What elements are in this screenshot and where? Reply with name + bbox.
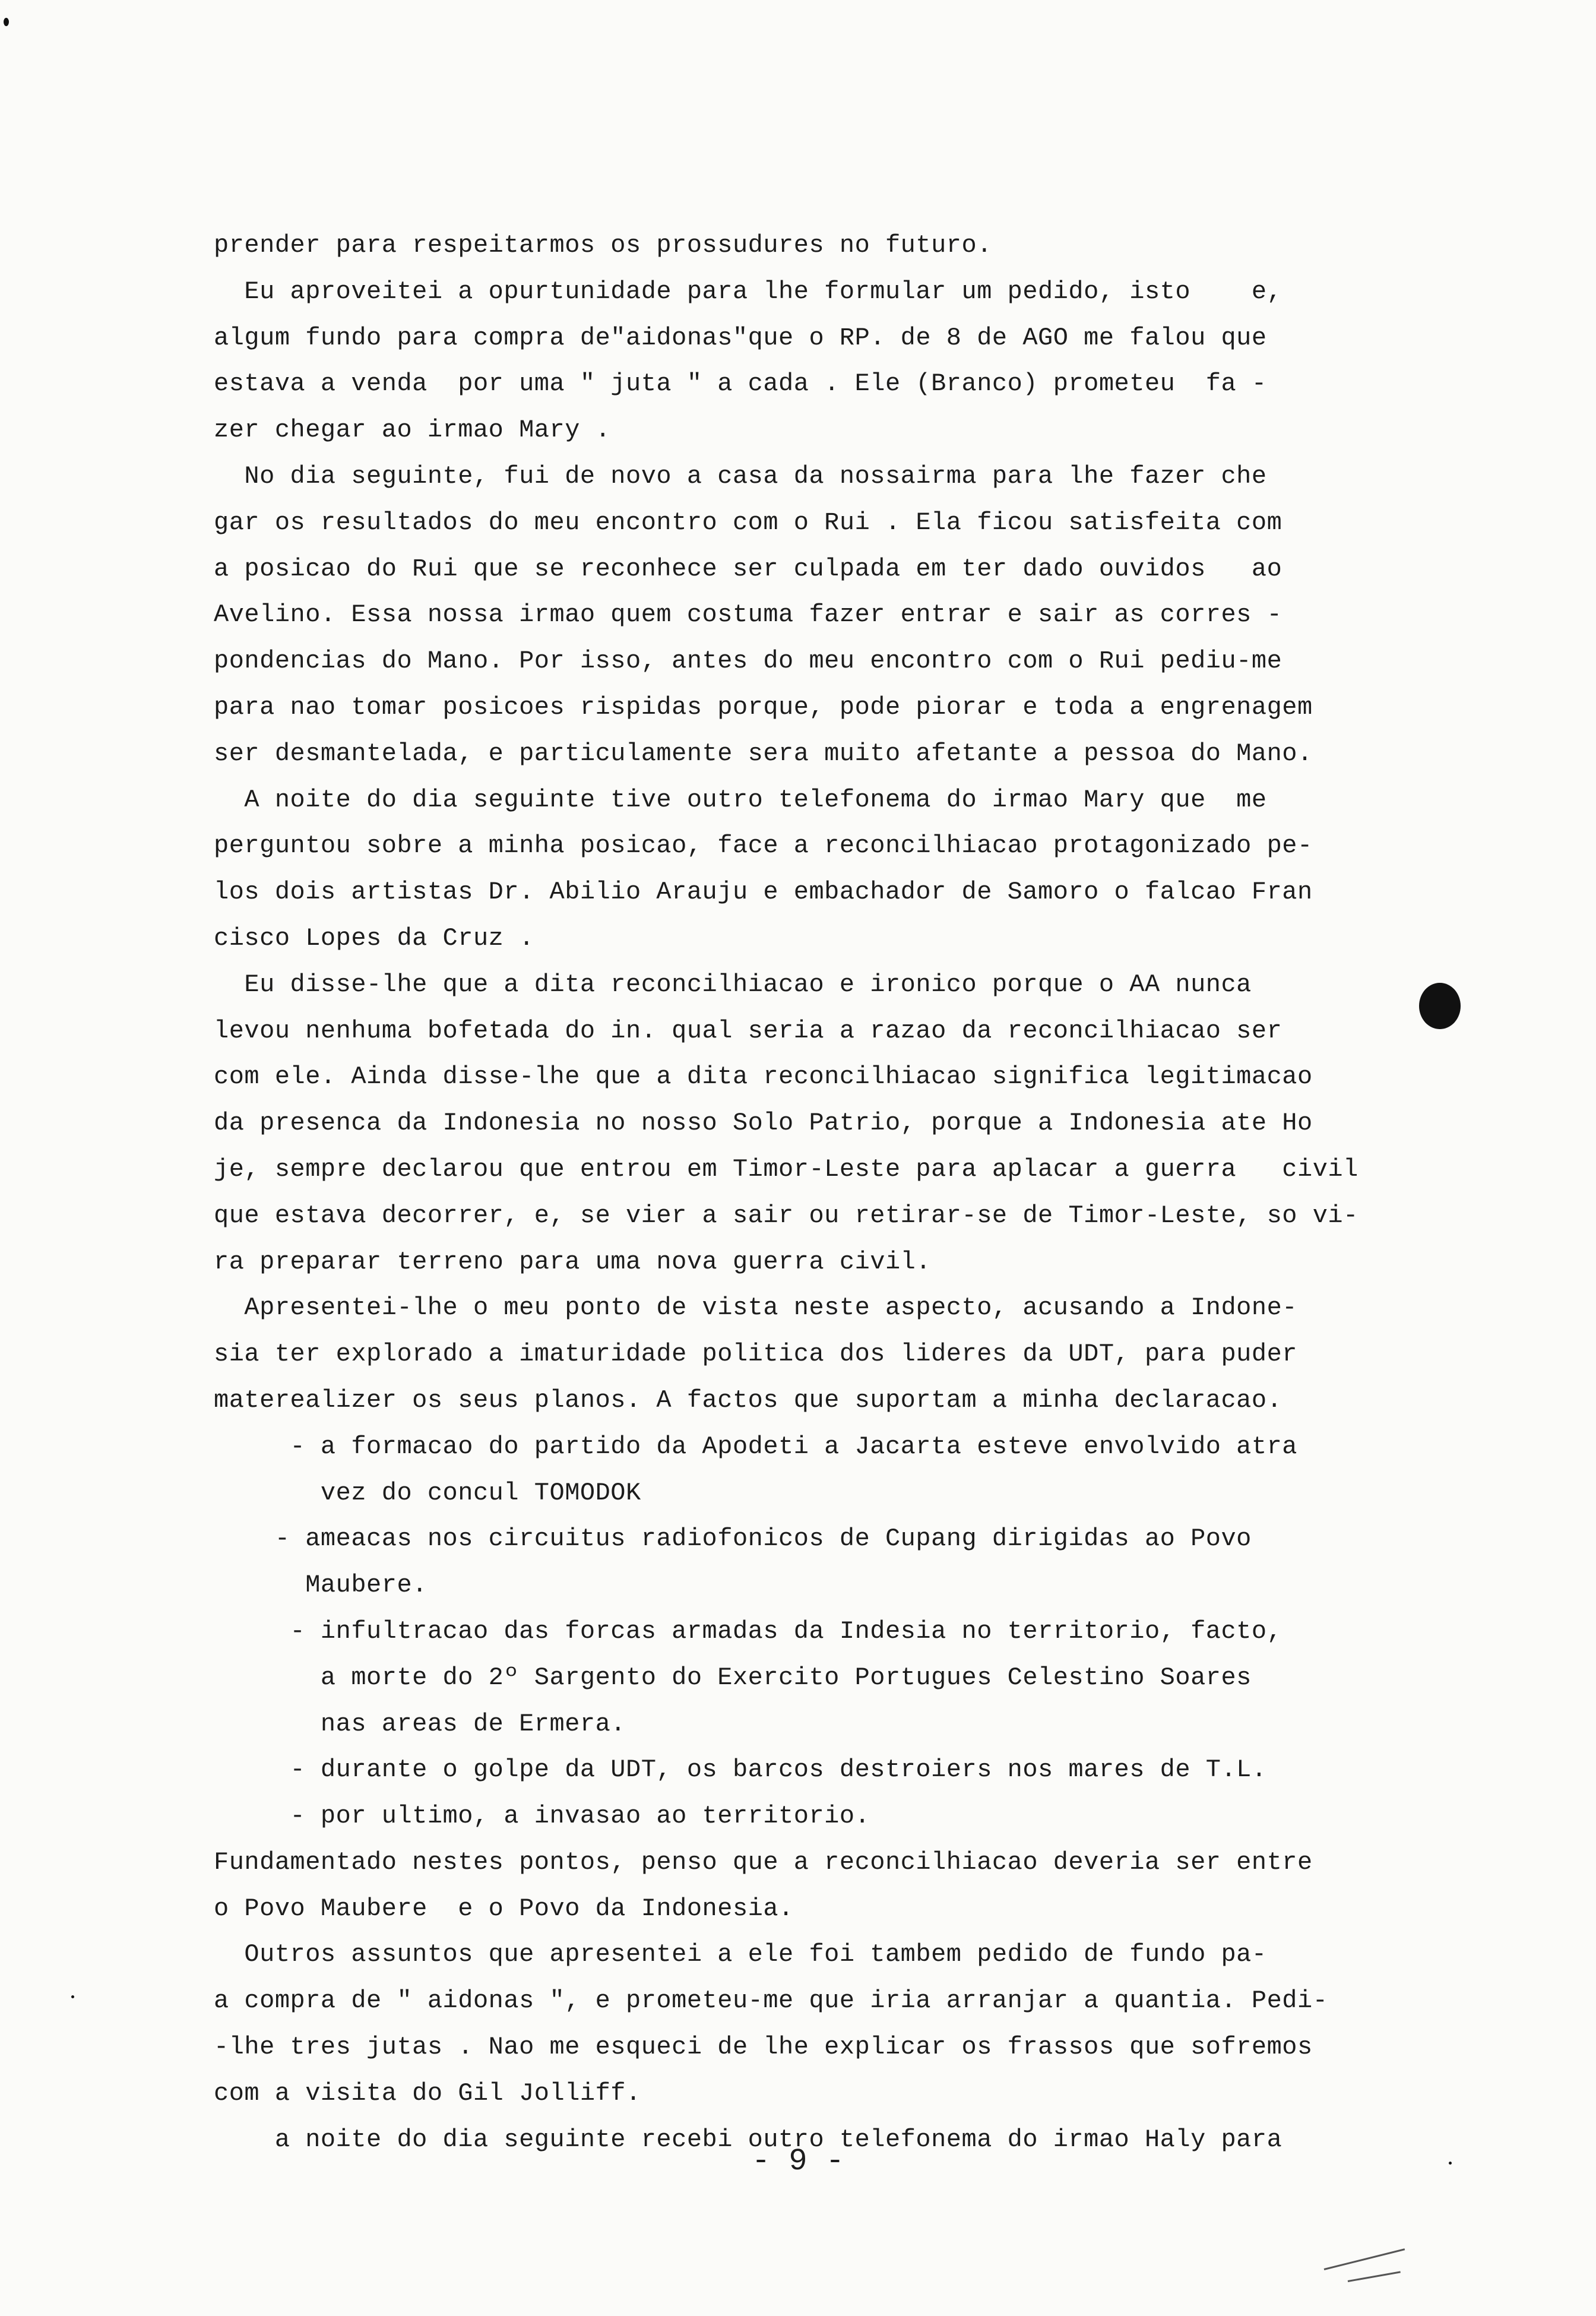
text-line: - a formacao do partido da Apodeti a Jacarta esteve envolvido atra xyxy=(214,1432,1297,1461)
text-line: Avelino. Essa nossa irmao quem costuma fazer entrar e sair as corres - xyxy=(214,600,1282,629)
text-line: zer chegar ao irmao Mary . xyxy=(214,416,611,445)
text-line: algum fundo para compra de"aidonas"que o RP. de 8 de AGO me falou que xyxy=(214,323,1267,352)
text-line: a noite do dia seguinte recebi outro telefonema do irmao Haly para xyxy=(214,2125,1282,2154)
pencil-mark xyxy=(1324,2248,1405,2270)
text-line: Eu disse-lhe que a dita reconcilhiacao e ironico porque o AA nunca xyxy=(214,970,1252,999)
text-line: vez do concul TOMODOK xyxy=(214,1478,641,1507)
text-line: ser desmantelada, e particulamente sera muito afetante a pessoa do Mano. xyxy=(214,739,1313,768)
text-line: prender para respeitarmos os prossudures no futuro. xyxy=(214,231,992,260)
text-line: -lhe tres jutas . Nao me esqueci de lhe explicar os frassos que sofremos xyxy=(214,2033,1313,2062)
text-line: para nao tomar posicoes rispidas porque, pode piorar e toda a engrenagem xyxy=(214,692,1313,722)
text-line: - infultracao das forcas armadas da Indesia no territorio, facto, xyxy=(214,1616,1282,1646)
text-line: Eu aproveitei a opurtunidade para lhe formular um pedido, isto e, xyxy=(214,277,1282,306)
page-number: - 9 - xyxy=(751,2144,845,2179)
text-line: perguntou sobre a minha posicao, face a reconcilhiacao protagonizado pe- xyxy=(214,831,1313,860)
text-line: - ameacas nos circuitus radiofonicos de Cupang dirigidas ao Povo xyxy=(214,1524,1252,1554)
text-line: je, sempre declarou que entrou em Timor-Leste para aplacar a guerra civil xyxy=(214,1154,1358,1184)
text-line: que estava decorrer, e, se vier a sair ou retirar-se de Timor-Leste, so vi- xyxy=(214,1201,1358,1230)
text-line: o Povo Maubere e o Povo da Indonesia. xyxy=(214,1894,794,1923)
text-line: los dois artistas Dr. Abilio Arauju e embachador de Samoro o falcao Fran xyxy=(214,878,1313,907)
text-line: gar os resultados do meu encontro com o Rui . Ela ficou satisfeita com xyxy=(214,508,1282,537)
text-line: Apresentei-lhe o meu ponto de vista neste aspecto, acusando a Indone- xyxy=(214,1293,1297,1322)
text-line: a posicao do Rui que se reconhece ser culpada em ter dado ouvidos ao xyxy=(214,554,1282,583)
ink-speck xyxy=(4,18,9,26)
text-line: pondencias do Mano. Por isso, antes do meu encontro com o Rui pediu-me xyxy=(214,647,1282,676)
text-line: cisco Lopes da Cruz . xyxy=(214,923,534,953)
ink-speck xyxy=(71,1995,74,1998)
text-line: No dia seguinte, fui de novo a casa da nossairma para lhe fazer che xyxy=(214,461,1267,491)
text-line: sia ter explorado a imaturidade politica dos lideres da UDT, para puder xyxy=(214,1340,1297,1369)
text-line: a morte do 2º Sargento do Exercito Portugues Celestino Soares xyxy=(214,1663,1252,1692)
text-line: ra preparar terreno para uma nova guerra civil. xyxy=(214,1247,932,1276)
text-line: Maubere. xyxy=(214,1571,428,1600)
typewritten-text xyxy=(214,223,1378,2163)
text-line: nas areas de Ermera. xyxy=(214,1709,626,1738)
text-line: com a visita do Gil Jolliff. xyxy=(214,2078,641,2108)
ink-blot xyxy=(1419,983,1461,1029)
text-line: levou nenhuma bofetada do in. qual seria a razao da reconcilhiacao ser xyxy=(214,1016,1282,1045)
pencil-mark xyxy=(1348,2271,1401,2282)
text-line: estava a venda por uma " juta " a cada . Ele (Branco) prometeu fa - xyxy=(214,369,1267,398)
text-line: da presenca da Indonesia no nosso Solo Patrio, porque a Indonesia ate Ho xyxy=(214,1109,1313,1138)
text-line: Outros assuntos que apresentei a ele foi tambem pedido de fundo pa- xyxy=(214,1940,1267,1969)
text-line: Fundamentado nestes pontos, penso que a reconcilhiacao deveria ser entre xyxy=(214,1847,1313,1877)
text-line: A noite do dia seguinte tive outro telefonema do irmao Mary que me xyxy=(214,785,1267,814)
text-line: - durante o golpe da UDT, os barcos destroiers nos mares de T.L. xyxy=(214,1755,1267,1785)
text-line: - por ultimo, a invasao ao territorio. xyxy=(214,1802,870,1831)
text-line: materealizer os seus planos. A factos que suportam a minha declaracao. xyxy=(214,1385,1282,1415)
text-line: a compra de " aidonas ", e prometeu-me que iria arranjar a quantia. Pedi- xyxy=(214,1986,1328,2016)
text-line: com ele. Ainda disse-lhe que a dita reconcilhiacao significa legitimacao xyxy=(214,1062,1313,1091)
